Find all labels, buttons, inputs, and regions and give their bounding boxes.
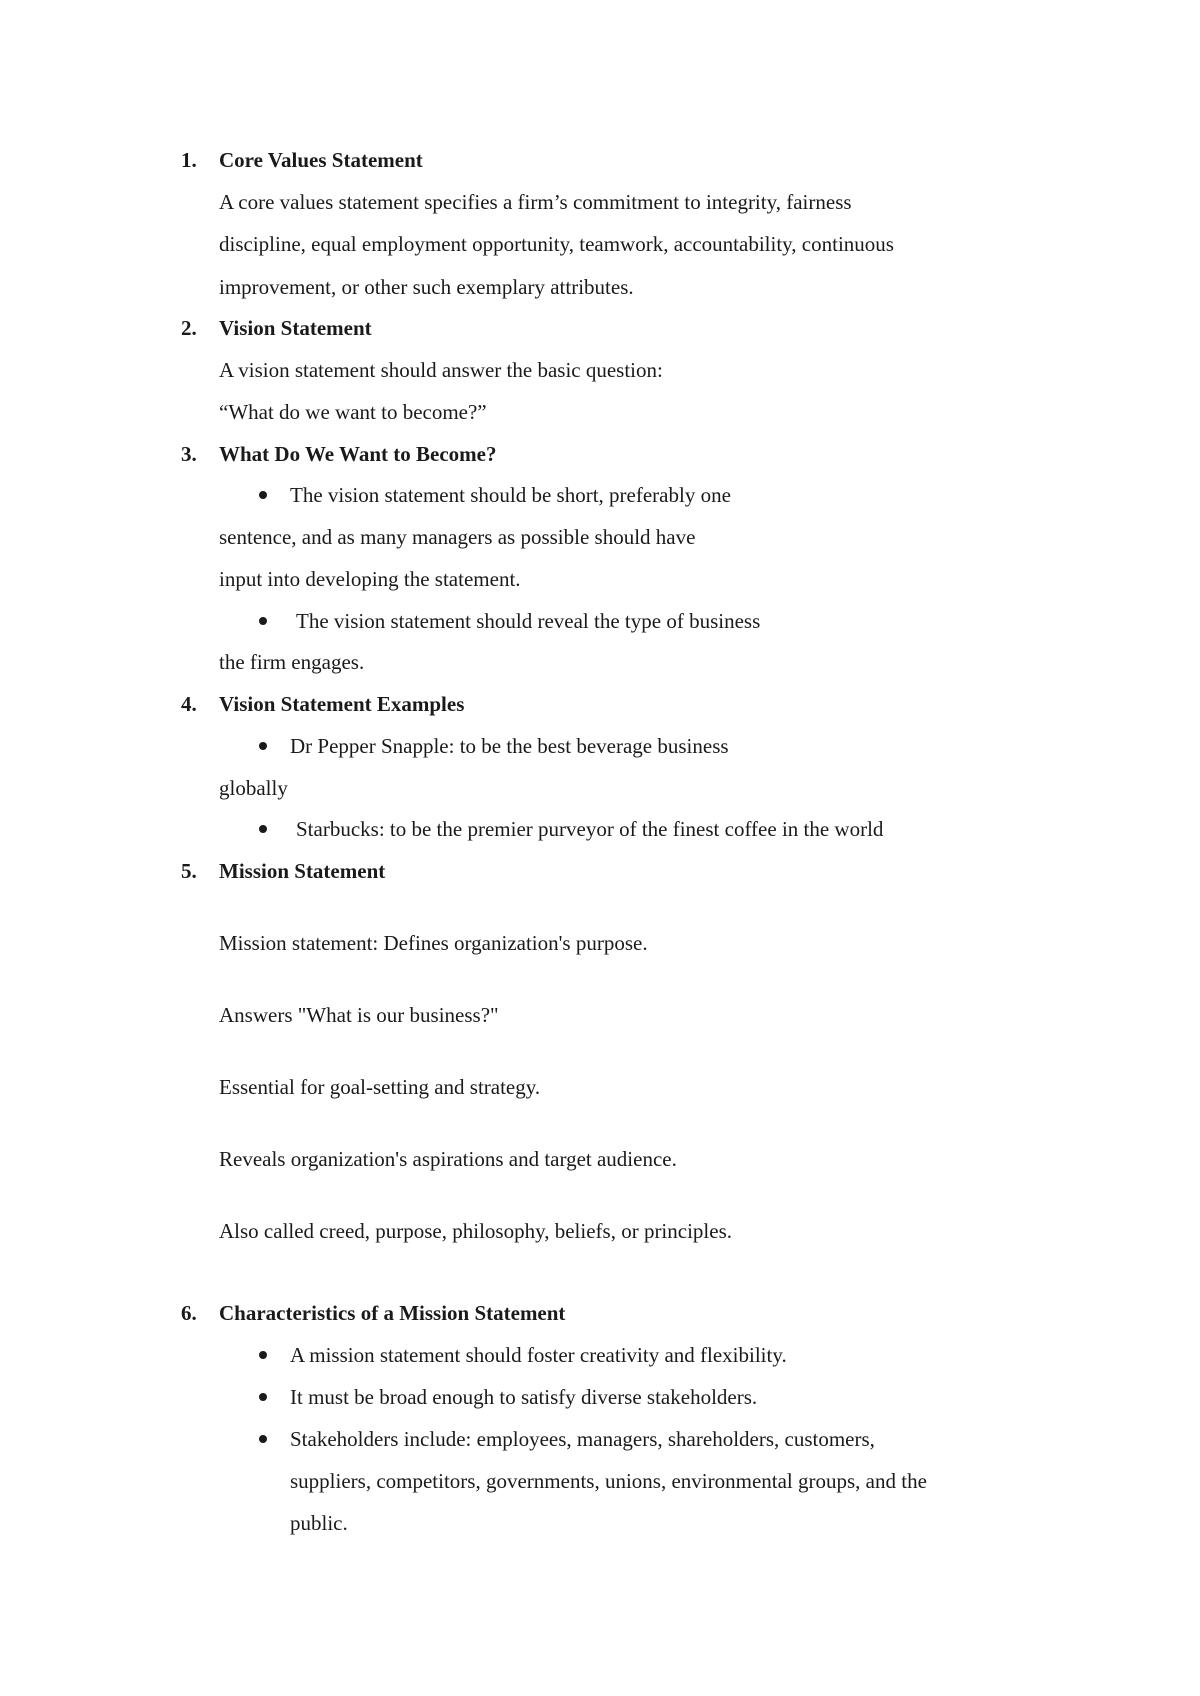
bullet-continuation: public. bbox=[290, 1511, 348, 1535]
bullet-item: Starbucks: to be the premier purveyor of the finest coffee in the world bbox=[296, 817, 884, 841]
bullet-icon bbox=[259, 617, 267, 625]
bullet-icon bbox=[259, 1351, 267, 1359]
bullet-icon bbox=[259, 1393, 267, 1401]
bullet-icon bbox=[259, 1435, 267, 1443]
section-number: 5. bbox=[181, 859, 197, 883]
paragraph-line: globally bbox=[219, 776, 288, 800]
bullet-icon bbox=[259, 491, 267, 499]
section-number: 1. bbox=[181, 148, 197, 172]
bullet-item: The vision statement should be short, preferably one bbox=[290, 483, 731, 507]
section-number: 6. bbox=[181, 1301, 197, 1325]
section-heading: Vision Statement bbox=[219, 316, 372, 340]
section-number: 4. bbox=[181, 692, 197, 716]
bullet-item: The vision statement should reveal the type of business bbox=[296, 609, 761, 633]
paragraph-line: Mission statement: Defines organization's purpose. bbox=[219, 931, 648, 955]
bullet-item: Stakeholders include: employees, managers, shareholders, customers, bbox=[290, 1427, 875, 1451]
paragraph-line: Reveals organization's aspirations and target audience. bbox=[219, 1147, 677, 1171]
paragraph-line: “What do we want to become?” bbox=[219, 400, 487, 424]
paragraph-line: A core values statement specifies a firm’s commitment to integrity, fairness bbox=[219, 190, 852, 214]
paragraph-line: the firm engages. bbox=[219, 650, 365, 674]
section-heading: Vision Statement Examples bbox=[219, 692, 465, 716]
bullet-item: Dr Pepper Snapple: to be the best beverage business bbox=[290, 734, 729, 758]
bullet-icon bbox=[259, 825, 267, 833]
paragraph-line: improvement, or other such exemplary attributes. bbox=[219, 275, 634, 299]
section-heading: Mission Statement bbox=[219, 859, 386, 883]
paragraph-line: Essential for goal-setting and strategy. bbox=[219, 1075, 541, 1099]
paragraph-line: discipline, equal employment opportunity, teamwork, accountability, continuous bbox=[219, 232, 894, 256]
paragraph-line: Answers "What is our business?" bbox=[219, 1003, 499, 1027]
section-number: 3. bbox=[181, 442, 197, 466]
paragraph-line: sentence, and as many managers as possible should have bbox=[219, 525, 696, 549]
bullet-item: It must be broad enough to satisfy diverse stakeholders. bbox=[290, 1385, 758, 1409]
section-heading: Core Values Statement bbox=[219, 148, 423, 172]
section-number: 2. bbox=[181, 316, 197, 340]
paragraph-line: Also called creed, purpose, philosophy, beliefs, or principles. bbox=[219, 1219, 733, 1243]
section-heading: What Do We Want to Become? bbox=[219, 442, 497, 466]
paragraph-line: A vision statement should answer the basic question: bbox=[219, 358, 663, 382]
bullet-icon bbox=[259, 742, 267, 750]
bullet-item: A mission statement should foster creativity and flexibility. bbox=[290, 1343, 787, 1367]
section-heading: Characteristics of a Mission Statement bbox=[219, 1301, 566, 1325]
paragraph-line: input into developing the statement. bbox=[219, 567, 521, 591]
bullet-continuation: suppliers, competitors, governments, unions, environmental groups, and the bbox=[290, 1469, 927, 1493]
